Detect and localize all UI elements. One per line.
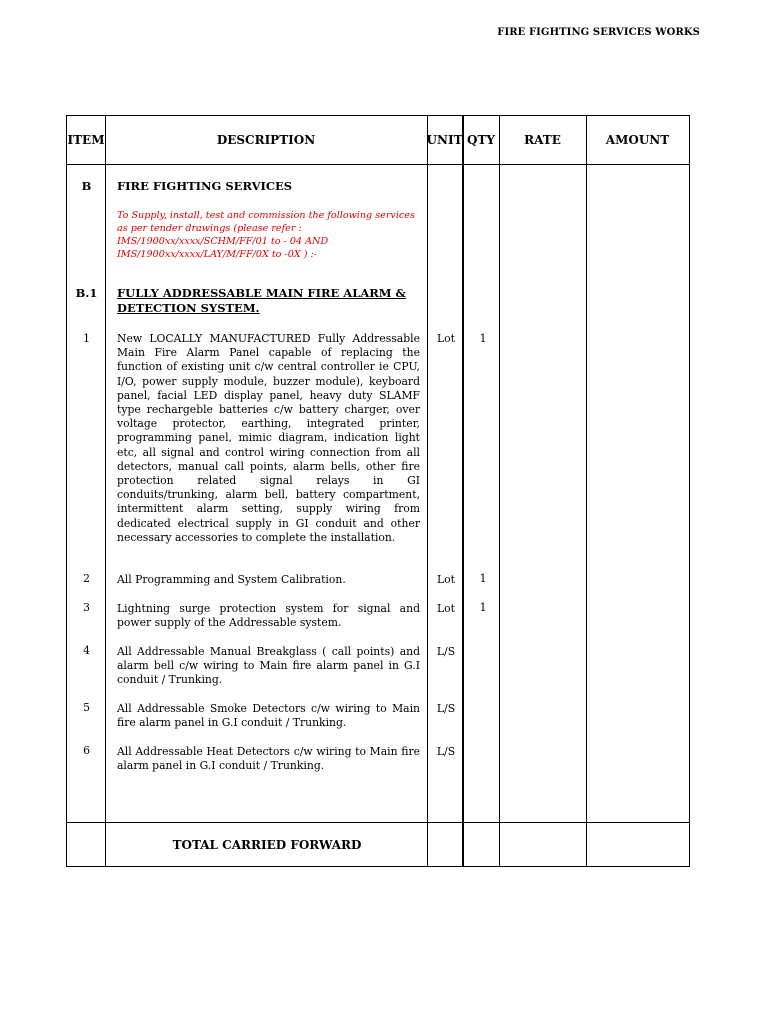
row-4-description: All Addressable Manual Breakglass ( call points) and alarm bell c/w wiring to Main fire alarm panel in G.I conduit / Trunking.	[117, 645, 420, 687]
column-header-rate: RATE	[524, 133, 561, 147]
row-4-item-number: 4	[83, 644, 90, 657]
row-5-description: All Addressable Smoke Detectors c/w wiring to Main fire alarm panel in G.I conduit / Trunking.	[117, 702, 420, 730]
subsection-item-number: B.1	[75, 286, 98, 300]
row-6-description: All Addressable Heat Detectors c/w wiring to Main fire alarm panel in G.I conduit / Trunking.	[117, 745, 420, 773]
row-1-unit: Lot	[436, 332, 455, 345]
row-3-qty: 1	[479, 601, 487, 614]
row-5-item-number: 5	[83, 701, 90, 714]
row-2-description: All Programming and System Calibration.	[117, 573, 346, 586]
section-item-number: B	[81, 179, 92, 193]
section-title: FIRE FIGHTING SERVICES	[117, 179, 293, 193]
row-2-item-number: 2	[83, 572, 90, 585]
column-header-description: DESCRIPTION	[216, 133, 316, 147]
row-1-qty: 1	[479, 332, 487, 345]
row-3-description: Lightning surge protection system for signal and power supply of the Addressable system.	[117, 602, 420, 630]
column-header-amount: AMOUNT	[605, 133, 670, 147]
row-1-item-number: 1	[83, 332, 90, 345]
column-header-item: ITEM	[67, 133, 105, 147]
section-scope-note: To Supply, install, test and commission the following services as per tender drawings (please refer : IMS/1900xx/xxxx/SCHM/FF/01 to - 04 AND IMS/1900xx/xxxx/LAY/M/FF/0X to -0X ) :-	[117, 210, 415, 260]
total-carried-forward-label: TOTAL CARRIED FORWARD	[172, 838, 362, 852]
row-6-unit: L/S	[436, 745, 456, 758]
subsection-title: FULLY ADDRESSABLE MAIN FIRE ALARM & DETECTION SYSTEM.	[117, 286, 406, 315]
header-row-divider	[67, 164, 689, 165]
column-header-unit: UNIT	[426, 133, 463, 147]
row-3-item-number: 3	[83, 601, 90, 614]
col-divider-rate	[586, 116, 587, 866]
row-1-description: New LOCALLY MANUFACTURED Fully Addressable Main Fire Alarm Panel capable of replacing the function of existing unit c/w central controller ie CPU, I/O, power supply module, buzzer module), keyboard panel, facial LED display panel, heavy duty SLAMF type rechargeble batteries c/w battery charger, over voltage protector, earthing, integrated printer, programming panel, mimic diagram, indication light etc, all signal and control wiring connection from all detectors, manual call points, alarm bells, other fire protection related signal relays in GI conduits/trunking, alarm bell, battery compartment, intermittent alarm setting, supply wiring from dedicated electrical supply in GI conduit and other necessary accessories to complete the installation.	[117, 332, 420, 544]
row-6-item-number: 6	[83, 744, 90, 757]
row-2-qty: 1	[479, 572, 487, 585]
column-header-qty: QTY	[467, 133, 495, 147]
row-5-unit: L/S	[436, 702, 456, 715]
bill-of-quantities-table	[66, 115, 690, 867]
col-divider-qty	[499, 116, 500, 866]
document-header-title: FIRE FIGHTING SERVICES WORKS	[497, 27, 700, 38]
row-2-unit: Lot	[436, 573, 455, 586]
row-3-unit: Lot	[436, 602, 455, 615]
row-4-unit: L/S	[436, 645, 456, 658]
